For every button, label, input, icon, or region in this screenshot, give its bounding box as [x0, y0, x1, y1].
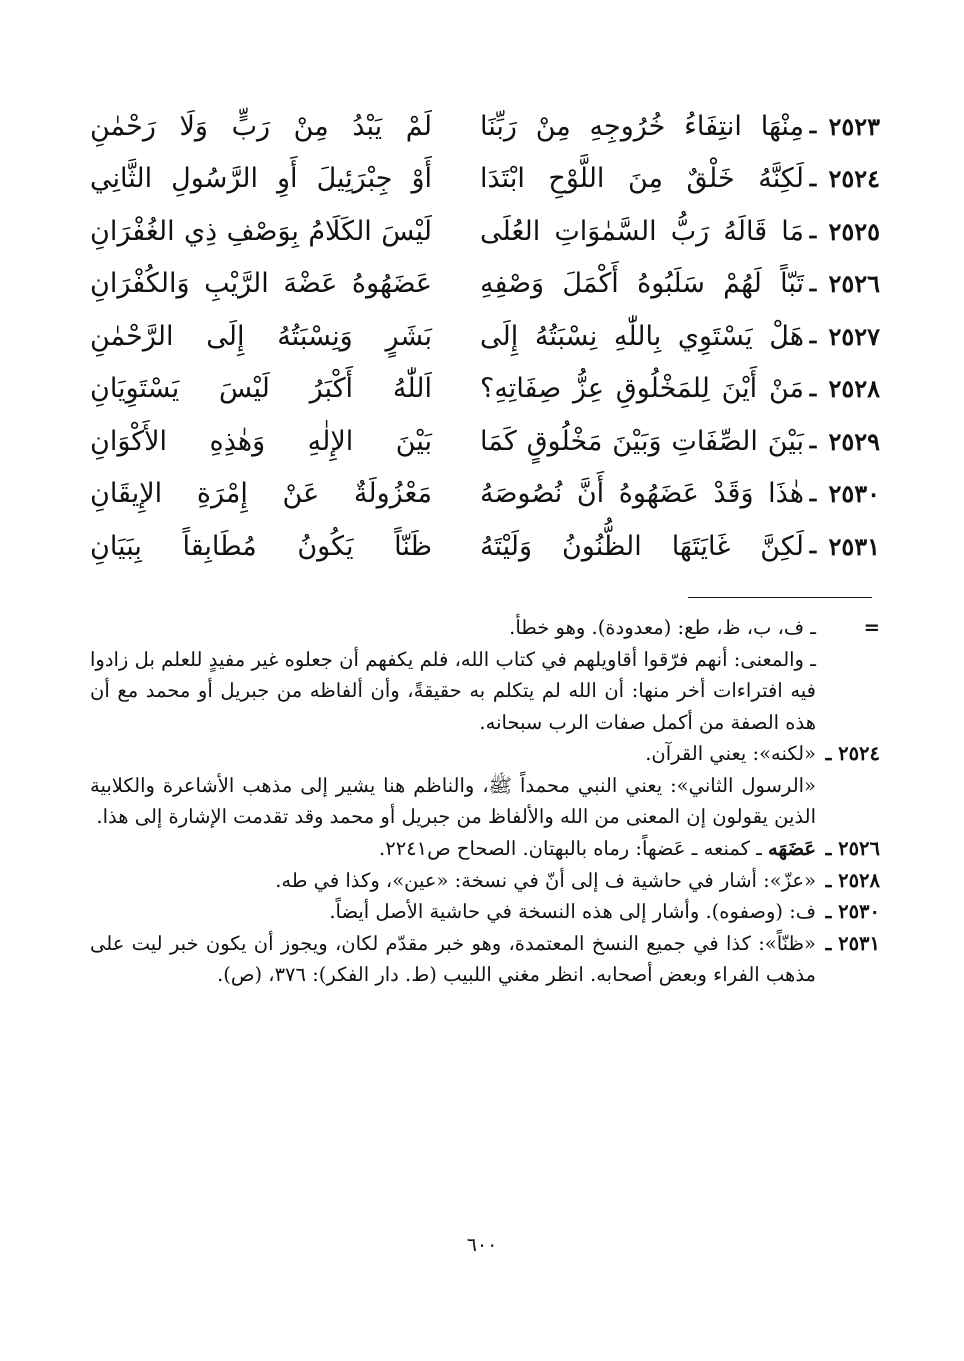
second-hemistich: ظَنّاً يَكُونُ مُطَابِقاً بِبَيَانِ	[90, 530, 432, 562]
verse-dash: ـ	[809, 480, 817, 507]
footnote-body: «عزّ»: أشار في حاشية ف إلى أنّ في نسخة: «عين»، وكذا في طه.	[275, 868, 816, 892]
footnote-text	[90, 865, 816, 897]
footnote-body: ـ كمنعه ـ عَضهاً: رماه بالبهتان. الصحاح ص٢٢٤١.	[379, 837, 768, 861]
verse-number: ٢٥٢٤	[828, 164, 880, 194]
second-hemistich: بَيْنَ الإِلٰهِ وَهٰذِهِ الأَكْوَانِ	[90, 425, 432, 457]
footnote-body: ـ والمعنى: أنهم فرّقوا أقاويلهم في كتاب الله، فلم يكفهم أن جعلوه غير مفيدٍ للعلم بل زادوا فيه افتراءات أخر منها: أن الله لم يتكلم به حقيقةً، وأن ألفاظه من جبريل أو محمد مع أن هذه الصفة من أكمل صفات الرب سبحانه.	[90, 647, 816, 734]
verse-number: ٢٥٢٦	[828, 269, 880, 299]
verse-row	[90, 100, 880, 153]
footnote	[90, 928, 880, 991]
footnote-number: ٢٥٣٠ ـ	[825, 900, 880, 924]
first-hemistich: هٰذَا وَقَدْ عَضَهُوهُ أَنَّ نُصُوصَهُ	[480, 478, 804, 510]
footnote-number: =	[863, 616, 880, 639]
footnote	[90, 833, 880, 865]
verse-number: ٢٥٢٧	[828, 321, 880, 351]
footnote-text	[90, 612, 816, 644]
footnote-text	[90, 833, 816, 865]
poem-verses	[90, 100, 880, 573]
footnote	[90, 770, 880, 833]
footnote-text	[90, 644, 816, 739]
footnote	[90, 865, 880, 897]
page-number: ٦٠٠	[466, 1234, 498, 1256]
footnote	[90, 738, 880, 770]
verse-row	[90, 153, 880, 206]
second-hemistich: لَمْ يَبْدُ مِنْ رَبٍّ وَلَا رَحْمٰنِ	[90, 110, 432, 142]
verse-dash: ـ	[809, 165, 817, 192]
first-hemistich: مِنْهَا انتِفَاءُ خُرُوجِهِ مِنْ رَبِّنَا	[480, 110, 804, 142]
footnote-text	[90, 738, 816, 770]
verse-dash: ـ	[809, 323, 817, 350]
verse-row	[90, 310, 880, 363]
verse-row	[90, 205, 880, 258]
verse-row	[90, 468, 880, 521]
first-hemistich: تَبّاً لَهُمْ سَلَبُوهُ أَكْمَلَ وَصْفِهِ	[480, 268, 804, 300]
verse-number: ٢٥٣٠	[828, 479, 880, 509]
footnote-body: «الرسول الثاني»: يعني النبي محمداً ﷺ، والناظم هنا يشير إلى مذهب الأشاعرة والكلابية الذين يقولون إن المعنى من الله والألفاظ من جبريل أو محمد وقد تقدمت الإشارة إلى هذا.	[90, 773, 816, 829]
verse-row	[90, 520, 880, 573]
first-hemistich: لَكِنَّهُ خَلْقٌ مِنَ اللَّوْحِ ابْتَدَا	[480, 163, 804, 195]
second-hemistich: أَوْ جِبْرَئِيلَ أَوِ الرَّسُولِ الثَّانِي	[90, 163, 432, 195]
verse-dash: ـ	[809, 375, 817, 402]
footnote-text	[90, 770, 816, 833]
footnote	[90, 612, 880, 644]
footnote-body: ف: (وصفوه). وأشار إلى هذه النسخة في حاشية الأصل أيضاً.	[329, 900, 816, 924]
footnote-number: ٢٥٢٨ ـ	[825, 868, 880, 892]
verse-dash: ـ	[809, 533, 817, 560]
verse-number: ٢٥٢٣	[828, 111, 880, 141]
second-hemistich: عَضَهُوهُ عَضْهَ الرَّيْبِ وَالكُفْرَانِ	[90, 268, 432, 300]
first-hemistich: هَلْ يَسْتَوِي بِاللّٰهِ نِسْبَتُهُ إِلَى	[480, 320, 804, 352]
verse-dash: ـ	[809, 113, 817, 140]
footnote	[90, 644, 880, 739]
verse-number: ٢٥٣١	[828, 531, 880, 561]
first-hemistich: مَا قَالَهُ رَبُّ السَّمٰوَاتِ العُلَى	[480, 215, 804, 247]
verse-dash: ـ	[809, 270, 817, 297]
verse-row	[90, 258, 880, 311]
footnote-separator	[688, 597, 872, 598]
second-hemistich: مَعْزُولَةٌ عَنْ إِمْرَةِ الإِيقَانِ	[90, 478, 432, 510]
verse-dash: ـ	[809, 428, 817, 455]
first-hemistich: لَكِنَّ غَايَتَهَا الظُّنُونُ وَلَيْتَهُ	[480, 530, 804, 562]
footnote-text	[90, 928, 816, 991]
first-hemistich: مَنْ أَيْنَ لِلمَخْلُوقِ عِزُّ صِفَاتِهِ؟	[480, 373, 804, 405]
footnotes	[90, 612, 880, 991]
verse-number: ٢٥٢٥	[828, 216, 880, 246]
footnote-number: ٢٥٢٤ ـ	[825, 742, 880, 766]
footnote-body: «لكنه»: يعني القرآن.	[645, 742, 816, 766]
verse-number: ٢٥٢٩	[828, 426, 880, 456]
second-hemistich: اَللّٰهُ أَكْبَرُ لَيْسَ يَسْتَوِيَانِ	[90, 373, 432, 405]
footnote	[90, 896, 880, 928]
footnote-body: «ظنّاً»: كذا في جميع النسخ المعتمدة، وهو خبر مقدّم لكان، ويجوز أن يكون خبر ليت على مذهب الفراء وبعض أصحابه. انظر مغني اللبيب (ط. دار الفكر): ٣٧٦، (ص).	[90, 931, 816, 987]
footnote-headword: عَضَهَه	[768, 837, 816, 861]
second-hemistich: لَيْسَ الكَلَامُ بِوَصْفِ ذِي الغُفْرَانِ	[90, 215, 432, 247]
verse-row	[90, 415, 880, 468]
footnote-text	[90, 896, 816, 928]
first-hemistich: بَيْنَ الصِّفَاتِ وَبَيْنَ مَخْلُوقٍ كَمَا	[480, 425, 804, 457]
footnote-body: ـ ف، ب، ظ، طع: (معدودة). وهو خطأ.	[509, 616, 816, 639]
second-hemistich: بَشَرٍ وَنِسْبَتُهُ إِلَى الرَّحْمٰنِ	[90, 320, 432, 352]
footnote-number: ٢٥٢٦ ـ	[825, 837, 880, 861]
verse-number: ٢٥٢٨	[828, 374, 880, 404]
footnote-number: ٢٥٣١ ـ	[825, 931, 880, 955]
verse-row	[90, 363, 880, 416]
verse-dash: ـ	[809, 218, 817, 245]
